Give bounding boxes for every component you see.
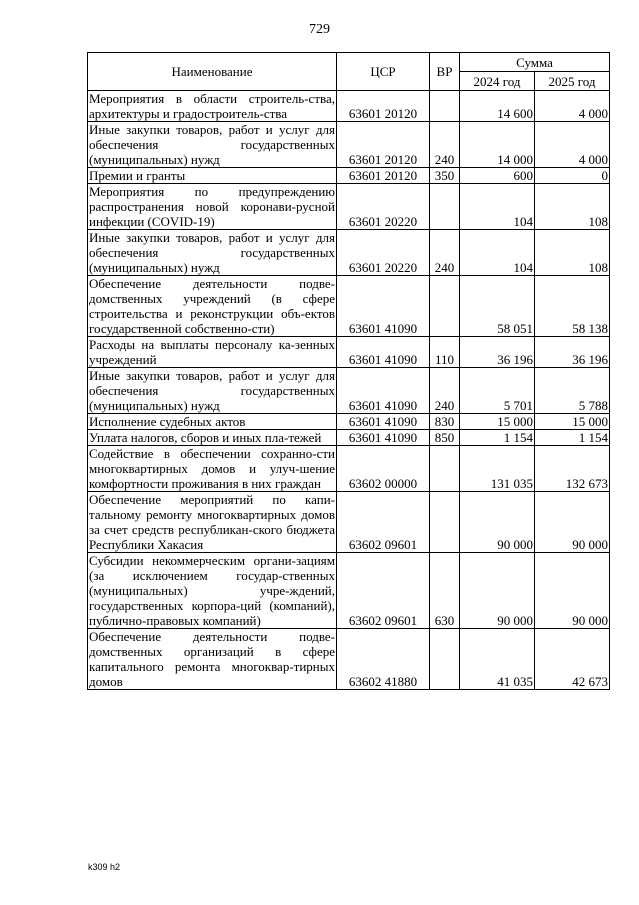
row-amount-2024: 5 701: [460, 368, 535, 414]
row-csr: 63601 41090: [337, 276, 430, 337]
row-name: Мероприятия по предупреждению распространения новой коронави-русной инфекции (COVID-19): [89, 184, 335, 229]
row-vr: 240: [430, 122, 460, 168]
row-amount-2025: 90 000: [535, 553, 610, 629]
row-csr: 63601 20220: [337, 184, 430, 230]
row-amount-2024: 600: [460, 168, 535, 184]
row-vr: [430, 492, 460, 553]
row-amount-2024: 14 600: [460, 91, 535, 122]
table-row: [88, 230, 610, 276]
row-name: Обеспечение деятельности подве-домственных организаций в сфере капитального ремонта многоквар-тирных домов: [89, 629, 335, 689]
row-name: Иные закупки товаров, работ и услуг для обеспечения государственных (муниципальных) нужд: [89, 230, 335, 275]
row-amount-2024: 15 000: [460, 414, 535, 430]
row-amount-2024: 90 000: [460, 553, 535, 629]
row-name: Субсидии некоммерческим органи-зациям (за исключением государ-ственных (муниципальных) учре-ждений, государственных корпора-ций (компаний), публично-правовых компаний): [89, 553, 335, 628]
row-csr: 63601 20120: [337, 168, 430, 184]
row-amount-2025: 0: [535, 168, 610, 184]
table-row: [88, 276, 610, 337]
row-name: Иные закупки товаров, работ и услуг для обеспечения государственных (муниципальных) нужд: [89, 368, 335, 413]
table-row: [88, 122, 610, 168]
row-amount-2024: 58 051: [460, 276, 535, 337]
row-vr: [430, 446, 460, 492]
row-amount-2025: 108: [535, 184, 610, 230]
row-csr: 63601 41090: [337, 368, 430, 414]
row-amount-2024: 36 196: [460, 337, 535, 368]
table-row: [88, 368, 610, 414]
row-amount-2025: 42 673: [535, 629, 610, 690]
header-csr: ЦСР: [337, 53, 430, 91]
table-body: [88, 91, 610, 690]
row-csr: 63601 41090: [337, 430, 430, 446]
row-amount-2025: 1 154: [535, 430, 610, 446]
table-row: [88, 168, 610, 184]
row-amount-2024: 1 154: [460, 430, 535, 446]
row-name: Мероприятия в области строитель-ства, архитектуры и градостроитель-ства: [89, 91, 335, 121]
row-amount-2025: 15 000: [535, 414, 610, 430]
row-vr: [430, 276, 460, 337]
row-amount-2024: 104: [460, 230, 535, 276]
row-amount-2025: 4 000: [535, 91, 610, 122]
row-csr: 63601 20120: [337, 122, 430, 168]
row-csr: 63602 09601: [337, 553, 430, 629]
row-name: Премии и гранты: [88, 168, 337, 184]
row-vr: 110: [430, 337, 460, 368]
row-name: Иные закупки товаров, работ и услуг для обеспечения государственных (муниципальных) нужд: [89, 122, 335, 167]
row-amount-2025: 108: [535, 230, 610, 276]
row-vr: 830: [430, 414, 460, 430]
row-csr: 63601 20120: [337, 91, 430, 122]
row-csr: 63602 09601: [337, 492, 430, 553]
page-number: 729: [309, 22, 330, 37]
row-vr: [430, 629, 460, 690]
row-csr: 63601 41090: [337, 337, 430, 368]
table-row: [88, 446, 610, 492]
row-amount-2025: 36 196: [535, 337, 610, 368]
table-row: [88, 553, 610, 629]
row-csr: 63602 41880: [337, 629, 430, 690]
header-sum: Сумма: [460, 53, 610, 72]
row-csr: 63601 41090: [337, 414, 430, 430]
table-row: [88, 492, 610, 553]
row-amount-2025: 90 000: [535, 492, 610, 553]
table-row: [88, 337, 610, 368]
row-csr: 63602 00000: [337, 446, 430, 492]
table-row: [88, 430, 610, 446]
budget-table: [87, 52, 610, 690]
row-amount-2024: 131 035: [460, 446, 535, 492]
row-vr: [430, 184, 460, 230]
row-name: Содействие в обеспечении сохранно-сти многоквартирных домов и улуч-шение комфортности проживания в них граждан: [89, 446, 335, 491]
row-amount-2025: 132 673: [535, 446, 610, 492]
table-row: [88, 184, 610, 230]
row-name: Расходы на выплаты персоналу ка-зенных учреждений: [89, 337, 335, 367]
row-vr: 240: [430, 368, 460, 414]
header-year-2025: 2025 год: [535, 72, 610, 91]
header-year-2024: 2024 год: [460, 72, 535, 91]
row-name: Уплата налогов, сборов и иных пла-тежей: [88, 430, 337, 446]
row-vr: [430, 91, 460, 122]
header-vr: ВР: [430, 53, 460, 91]
header-name: Наименование: [88, 53, 337, 91]
row-amount-2025: 4 000: [535, 122, 610, 168]
row-name: Исполнение судебных актов: [88, 414, 337, 430]
row-amount-2024: 90 000: [460, 492, 535, 553]
row-amount-2024: 104: [460, 184, 535, 230]
footer-code: k309 h2: [88, 862, 121, 872]
table-header: [88, 53, 610, 91]
table-row: [88, 629, 610, 690]
row-amount-2024: 41 035: [460, 629, 535, 690]
row-vr: 850: [430, 430, 460, 446]
table-row: [88, 91, 610, 122]
row-vr: 630: [430, 553, 460, 629]
row-name: Обеспечение мероприятий по капи-тальному ремонту многоквартирных домов за счет средств республикан-ского бюджета Республики Хакасия: [89, 492, 335, 552]
row-amount-2025: 5 788: [535, 368, 610, 414]
row-vr: 240: [430, 230, 460, 276]
row-name: Обеспечение деятельности подве-домственных учреждений (в сфере строительства и реконструкции объ-ектов государственной собственно-сти): [89, 276, 335, 336]
table-row: [88, 414, 610, 430]
row-vr: 350: [430, 168, 460, 184]
row-amount-2024: 14 000: [460, 122, 535, 168]
row-amount-2025: 58 138: [535, 276, 610, 337]
row-csr: 63601 20220: [337, 230, 430, 276]
